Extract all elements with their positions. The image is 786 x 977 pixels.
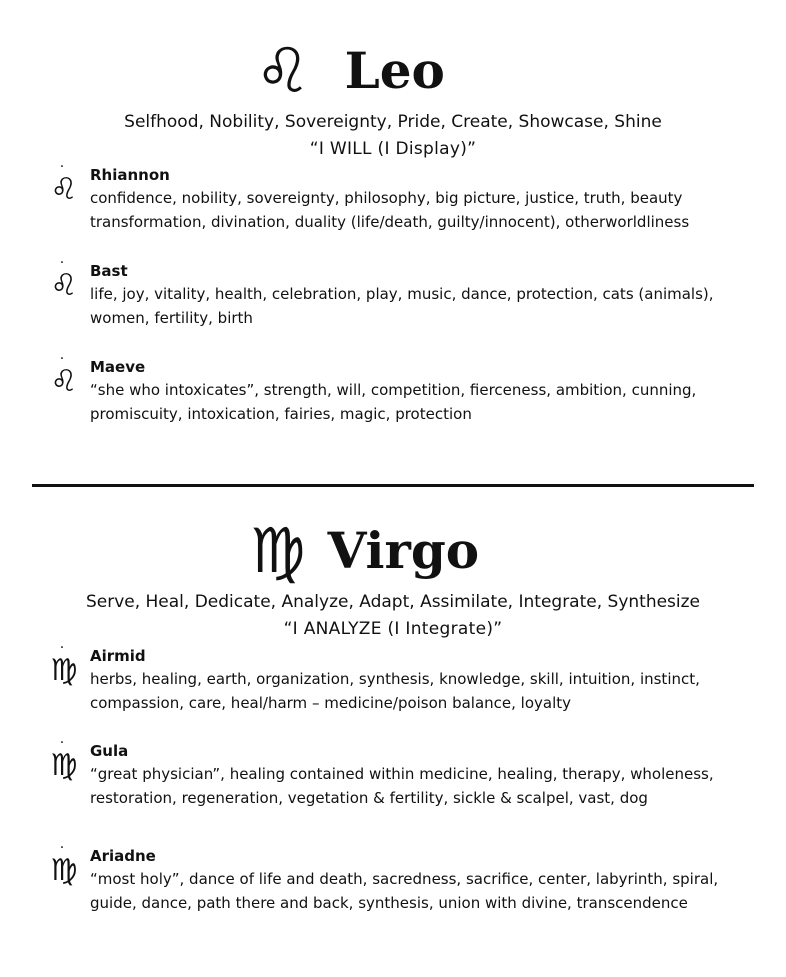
virgo-small-icon: · ♍ [50, 735, 78, 783]
deity-name: Gula [90, 742, 129, 760]
virgo-title [250, 514, 480, 587]
virgo-motto: “I ANALYZE (I Integrate)” [283, 619, 503, 639]
deity-description: life, joy, vitality, health, celebration, play, music, dance, protection, cats (animals), women, fertility, birth [90, 285, 714, 327]
deity-description: herbs, healing, earth, organization, synthesis, knowledge, skill, intuition, instinct, compassion, care, heal/harm – medicine/poison balance, loyalty [90, 670, 700, 712]
virgo-small-icon: · ♍ [50, 840, 78, 888]
deity-entry-bast [44, 255, 744, 334]
deity-name: Rhiannon [90, 166, 170, 184]
deity-description: “most holy”, dance of life and death, sacredness, sacrifice, center, labyrinth, spiral, guide, dance, path there and back, synthesis, union with divine, transcendence [90, 870, 719, 912]
leo-title [255, 34, 445, 107]
leo-symbol-icon: ♌ [255, 34, 311, 107]
section-divider [32, 484, 754, 487]
deity-name: Bast [90, 262, 128, 280]
deity-name: Airmid [90, 647, 146, 665]
virgo-small-icon: · ♍ [50, 640, 78, 688]
deity-entry-maeve [44, 351, 744, 430]
deity-entry-gula [44, 735, 744, 814]
virgo-name: Virgo [327, 521, 480, 580]
deity-name: Maeve [90, 358, 146, 376]
leo-small-icon: · ♌ [50, 159, 78, 207]
deity-entry-ariadne [44, 840, 744, 919]
deity-entry-rhiannon [44, 159, 744, 238]
deity-description: confidence, nobility, sovereignty, philosophy, big picture, justice, truth, beauty transformation, divination, duality (life/death, guilty/innocent), otherworldliness [90, 189, 690, 231]
deity-description: “she who intoxicates”, strength, will, competition, fierceness, ambition, cunning, promiscuity, intoxication, fairies, magic, protection [90, 381, 697, 423]
deity-entry-airmid [44, 640, 744, 719]
leo-keywords: Selfhood, Nobility, Sovereignty, Pride, Create, Showcase, Shine [124, 112, 662, 132]
leo-small-icon: · ♌ [50, 255, 78, 303]
leo-motto: “I WILL (I Display)” [309, 139, 477, 159]
leo-name: Leo [344, 41, 445, 100]
virgo-symbol-icon: ♍ [250, 514, 306, 587]
virgo-keywords: Serve, Heal, Dedicate, Analyze, Adapt, Assimilate, Integrate, Synthesize [85, 592, 701, 612]
deity-name: Ariadne [90, 847, 156, 865]
leo-small-icon: · ♌ [50, 351, 78, 399]
deity-description: “great physician”, healing contained within medicine, healing, therapy, wholeness, restoration, regeneration, vegetation & fertility, sickle & scalpel, vast, dog [90, 765, 714, 807]
